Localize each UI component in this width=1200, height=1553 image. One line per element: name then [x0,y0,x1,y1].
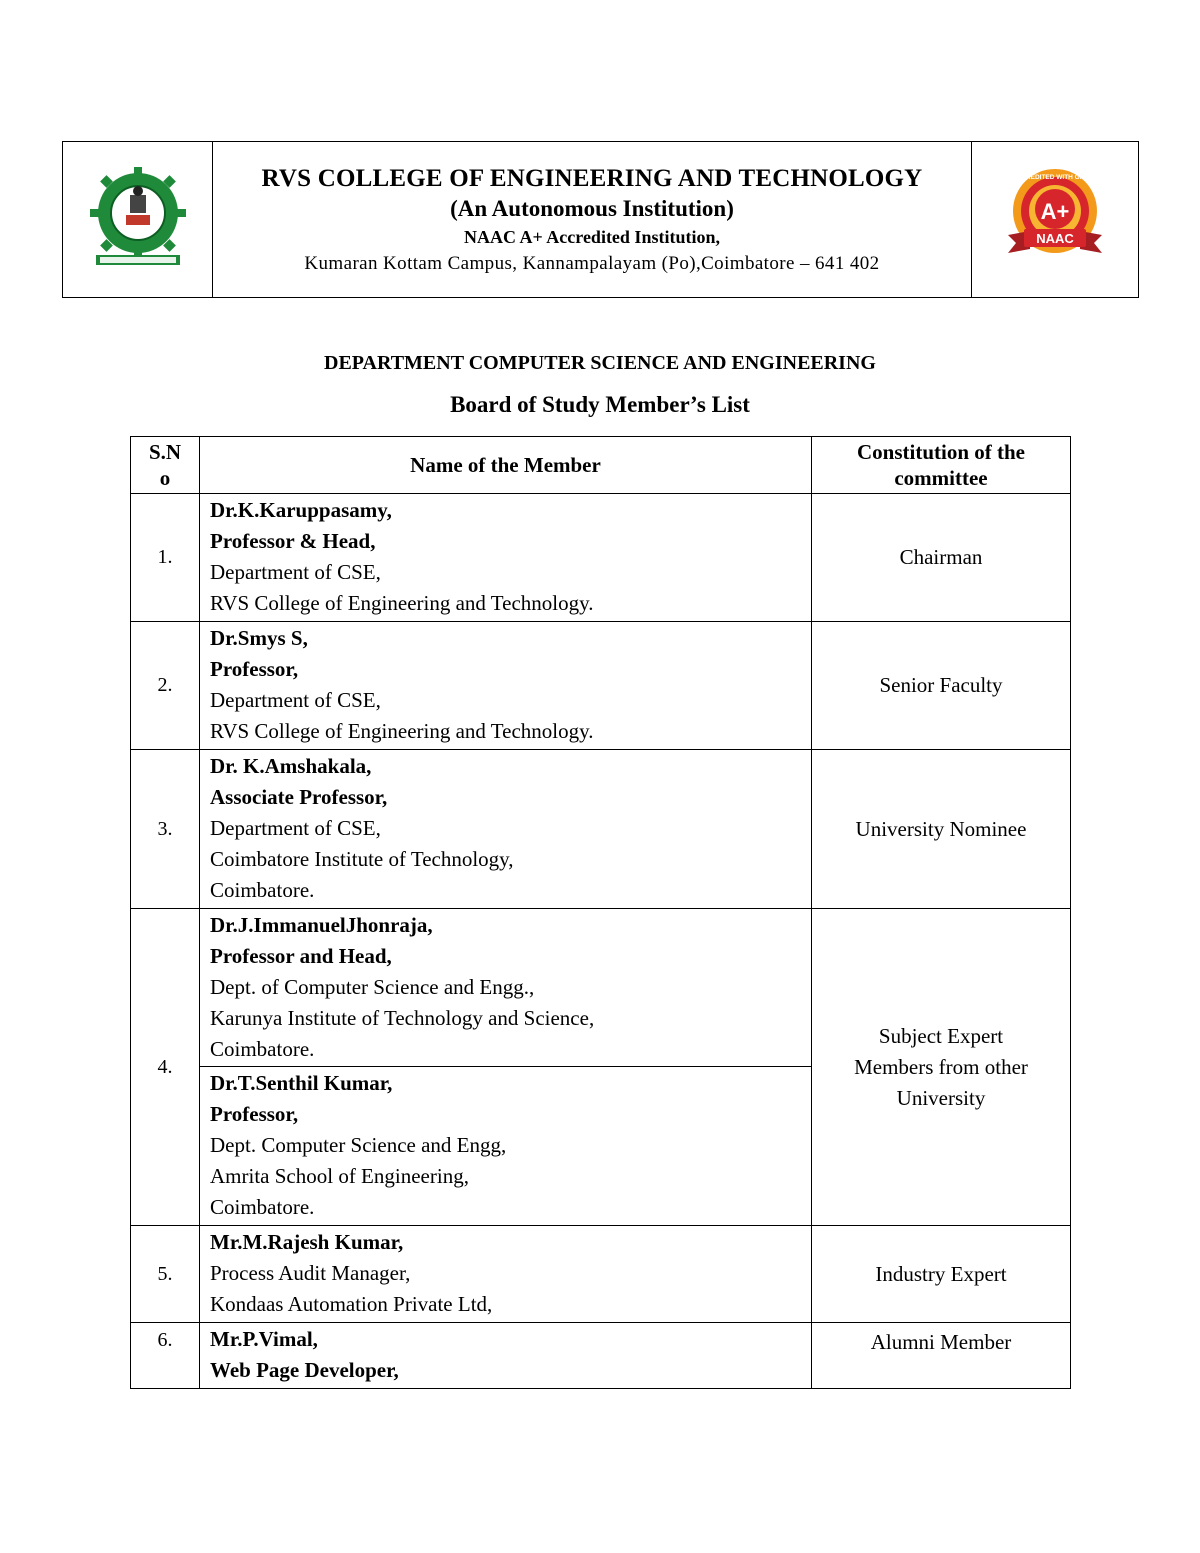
member-block [210,1067,811,1223]
member-detail-line: Coimbatore. [210,1037,315,1061]
row-committee-role [812,494,1071,622]
members-table [130,436,1071,1389]
role-text: Chairman [899,545,983,569]
header-role: Constitution of the committee [812,437,1071,494]
naac-grade: A+ [1040,199,1070,224]
member-detail-line: Dept. of Computer Science and Engg., [210,975,535,999]
table-row [131,622,1071,750]
header-name: Name of the Member [200,437,812,494]
row-member-details [200,494,812,622]
member-detail-line: Process Audit Manager, [210,1261,411,1285]
naac-label: NAAC [1036,231,1074,246]
member-block [210,1324,811,1386]
member-detail-line: RVS College of Engineering and Technology. [210,591,594,615]
role-text: Industry Expert [875,1261,1007,1286]
member-name-line: Professor, [210,657,299,681]
member-detail-line: Department of CSE, [210,688,381,712]
college-name: RVS COLLEGE OF ENGINEERING AND TECHNOLOGY [261,164,923,192]
department-title: DEPARTMENT COMPUTER SCIENCE AND ENGINEERING [324,352,876,374]
naac-ring-text: ACCREDITED WITH GRADE [1011,174,1099,181]
row-sno: 3. [131,750,200,909]
table-row [131,494,1071,622]
row-sno: 6. [131,1323,200,1389]
member-name-line: Associate Professor, [210,785,388,809]
naac-badge-icon [1000,165,1110,269]
member-name-line: Mr.M.Rajesh Kumar, [210,1230,404,1254]
member-detail-line: Coimbatore. [210,1195,315,1219]
row-committee-role [812,909,1071,1226]
row-committee-role [812,750,1071,909]
role-text: Alumni Member [870,1330,1012,1354]
member-name-line: Dr.Smys S, [210,626,308,650]
table-header-row [131,437,1071,494]
members-body [131,494,1071,1389]
member-name-line: Professor & Head, [210,529,376,553]
row-committee-role [812,1323,1071,1389]
role-text: Senior Faculty [879,673,1003,697]
table-row [131,750,1071,909]
row-member-details [200,1323,812,1389]
member-name-line: Professor and Head, [210,944,392,968]
row-member-details [200,622,812,750]
table-row [131,1226,1071,1323]
row-member-details [200,750,812,909]
member-detail-line: Dept. Computer Science and Engg, [210,1133,507,1157]
row-sno: 5. [131,1226,200,1323]
member-name-line: Mr.P.Vimal, [210,1327,318,1351]
member-detail-line: Kondaas Automation Private Ltd, [210,1292,493,1316]
table-row [131,909,1071,1226]
college-subtitle: (An Autonomous Institution) [450,195,734,221]
member-block [210,751,811,906]
row-sno: 4. [131,909,200,1226]
member-block [210,495,811,619]
letterhead [62,141,1139,298]
college-address: Kumaran Kottam Campus, Kannampalayam (Po),Coimbatore – 641 402 [304,252,880,274]
member-detail-line: Department of CSE, [210,560,381,584]
member-detail-line: Karunya Institute of Technology and Science, [210,1006,595,1030]
college-logo-cell [63,142,213,298]
member-detail-line: Department of CSE, [210,816,381,840]
college-emblem-icon [86,165,190,269]
member-detail-line: RVS College of Engineering and Technology. [210,719,594,743]
row-committee-role [812,622,1071,750]
member-block [200,910,811,1067]
accreditation-line: NAAC A+ Accredited Institution, [464,226,720,247]
role-text: Subject Expert Members from other University [854,1023,1028,1110]
page-title: Board of Study Member’s List [450,392,750,417]
row-member-details [200,909,812,1226]
naac-badge-cell [972,142,1139,298]
member-name-line: Dr.K.Karuppasamy, [210,498,392,522]
table-row [131,1323,1071,1389]
member-name-line: Dr.T.Senthil Kumar, [210,1071,393,1095]
member-block [210,1227,811,1320]
member-detail-line: Amrita School of Engineering, [210,1164,469,1188]
member-name-line: Dr.J.ImmanuelJhonraja, [210,913,433,937]
member-name-line: Professor, [210,1102,299,1126]
header-sno: S.N o [131,437,200,494]
member-name-line: Dr. K.Amshakala, [210,754,372,778]
member-detail-line: Coimbatore Institute of Technology, [210,847,514,871]
row-member-details [200,1226,812,1323]
row-committee-role [812,1226,1071,1323]
member-name-line: Web Page Developer, [210,1358,399,1382]
member-block [210,623,811,747]
member-detail-line: Coimbatore. [210,878,315,902]
role-text: University Nominee [855,816,1027,841]
college-info [213,142,972,298]
row-sno: 1. [131,494,200,622]
row-sno: 2. [131,622,200,750]
